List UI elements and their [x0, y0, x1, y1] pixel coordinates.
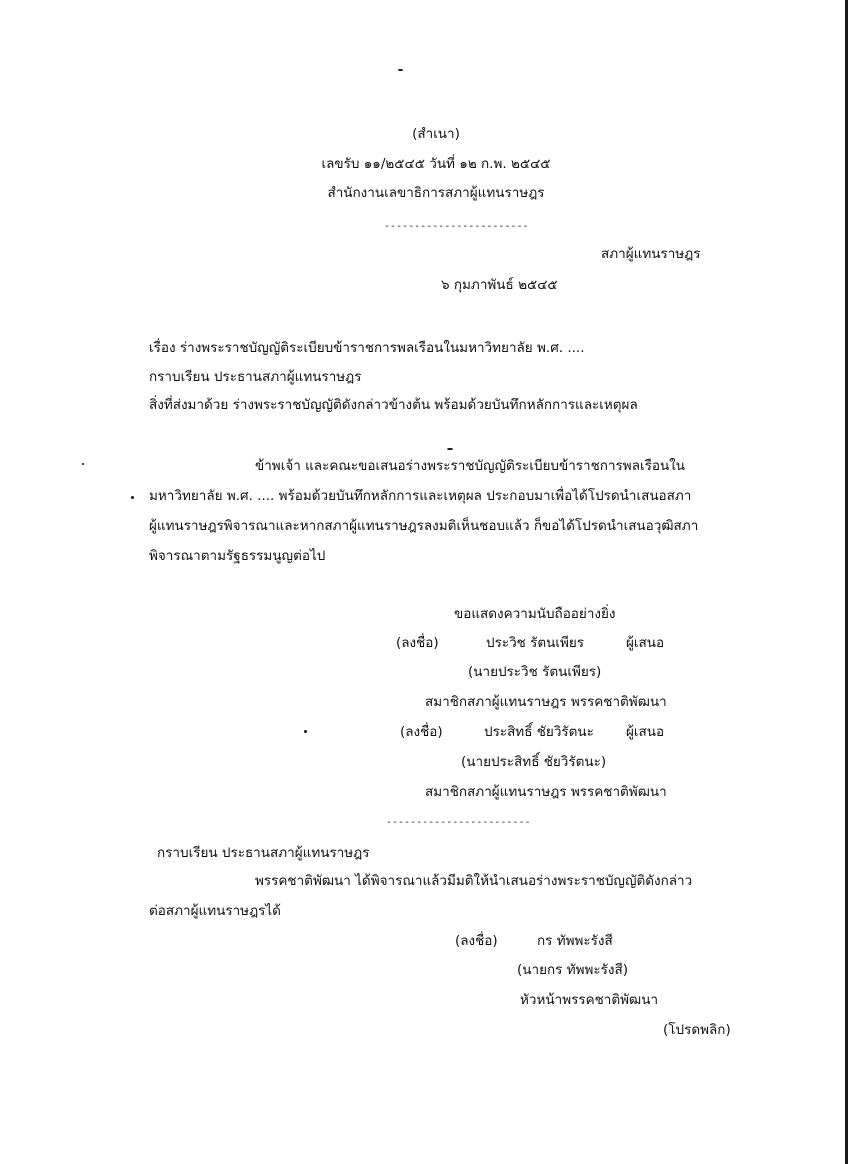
signer-full-name: (นายกร ทัพพะรังสี): [517, 962, 628, 978]
copy-mark: (สำเนา): [412, 126, 460, 142]
sender-place: สภาผู้แทนราษฎร: [601, 246, 701, 262]
signed-name: ประสิทธิ์ ชัยวิรัตนะ: [484, 724, 594, 740]
scan-speck: [131, 496, 134, 499]
signer-full-name: (นายประสิทธิ์ ชัยวิรัตนะ): [461, 754, 607, 770]
turn-over-note: (โปรดพลิก): [663, 1022, 731, 1038]
body-line: ข้าพเจ้า และคณะขอเสนอร่างพระราชบัญญัติระเบียบข้าราชการพลเรือนใน: [255, 458, 685, 474]
sign-label: (ลงชื่อ): [396, 635, 439, 651]
endorsement-addressee: กราบเรียน ประธานสภาผู้แทนราษฎร: [157, 845, 370, 861]
signer-full-name: (นายประวิช รัตนเพียร): [468, 664, 602, 680]
sign-label: (ลงชื่อ): [400, 724, 443, 740]
signer-position: สมาชิกสภาผู้แทนราษฎร พรรคชาติพัฒนา: [425, 694, 667, 710]
scan-speck: [447, 448, 453, 450]
divider-rule: ------------------------: [386, 817, 531, 828]
enclosure-line: สิ่งที่ส่งมาด้วย ร่างพระราชบัญญัติดังกล่าวข้างต้น พร้อมด้วยบันทึกหลักการและเหตุผล: [149, 397, 638, 413]
signer-position: สมาชิกสภาผู้แทนราษฎร พรรคชาติพัฒนา: [425, 784, 667, 800]
subject-line: เรื่อง ร่างพระราชบัญญัติระเบียบข้าราชการพลเรือนในมหาวิทยาลัย พ.ศ. ....: [149, 340, 585, 356]
receipt-line: เลขรับ ๑๑/๒๕๔๕ วันที่ ๑๒ ก.พ. ๒๕๔๕: [321, 156, 551, 172]
endorsement-line: พรรคชาติพัฒนา ได้พิจารณาแล้วมีมติให้นำเสนอร่างพระราชบัญญัติดังกล่าว: [255, 873, 693, 889]
document-date: ๖ กุมภาพันธ์ ๒๕๔๕: [441, 277, 558, 293]
signer-role: ผู้เสนอ: [626, 635, 665, 651]
signed-name: ประวิช รัตนเพียร: [486, 635, 585, 651]
body-line: ผู้แทนราษฎรพิจารณาและหากสภาผู้แทนราษฎรลงมติเห็นชอบแล้ว ก็ขอได้โปรดนำเสนอวุฒิสภา: [149, 518, 699, 534]
addressee-line: กราบเรียน ประธานสภาผู้แทนราษฎร: [149, 369, 362, 385]
scan-speck: [398, 69, 403, 71]
signed-name: กร ทัพพะรังสี: [537, 933, 613, 949]
closing-respect: ขอแสดงความนับถืออย่างยิ่ง: [454, 606, 616, 622]
body-line: มหาวิทยาลัย พ.ศ. .... พร้อมด้วยบันทึกหลักการและเหตุผล ประกอบมาเพื่อได้โปรดนำเสนอสภา: [149, 488, 692, 504]
office-name: สำนักงานเลขาธิการสภาผู้แทนราษฎร: [327, 185, 545, 201]
sign-label: (ลงชื่อ): [455, 933, 498, 949]
body-line: พิจารณาตามรัฐธรรมนูญต่อไป: [149, 548, 326, 564]
signer-position: หัวหน้าพรรคชาติพัฒนา: [520, 992, 659, 1008]
divider-rule: ------------------------: [384, 221, 529, 232]
scan-speck: [82, 463, 84, 465]
endorsement-line: ต่อสภาผู้แทนราษฎรได้: [149, 903, 281, 919]
signer-role: ผู้เสนอ: [626, 724, 665, 740]
scan-speck: [304, 730, 307, 733]
